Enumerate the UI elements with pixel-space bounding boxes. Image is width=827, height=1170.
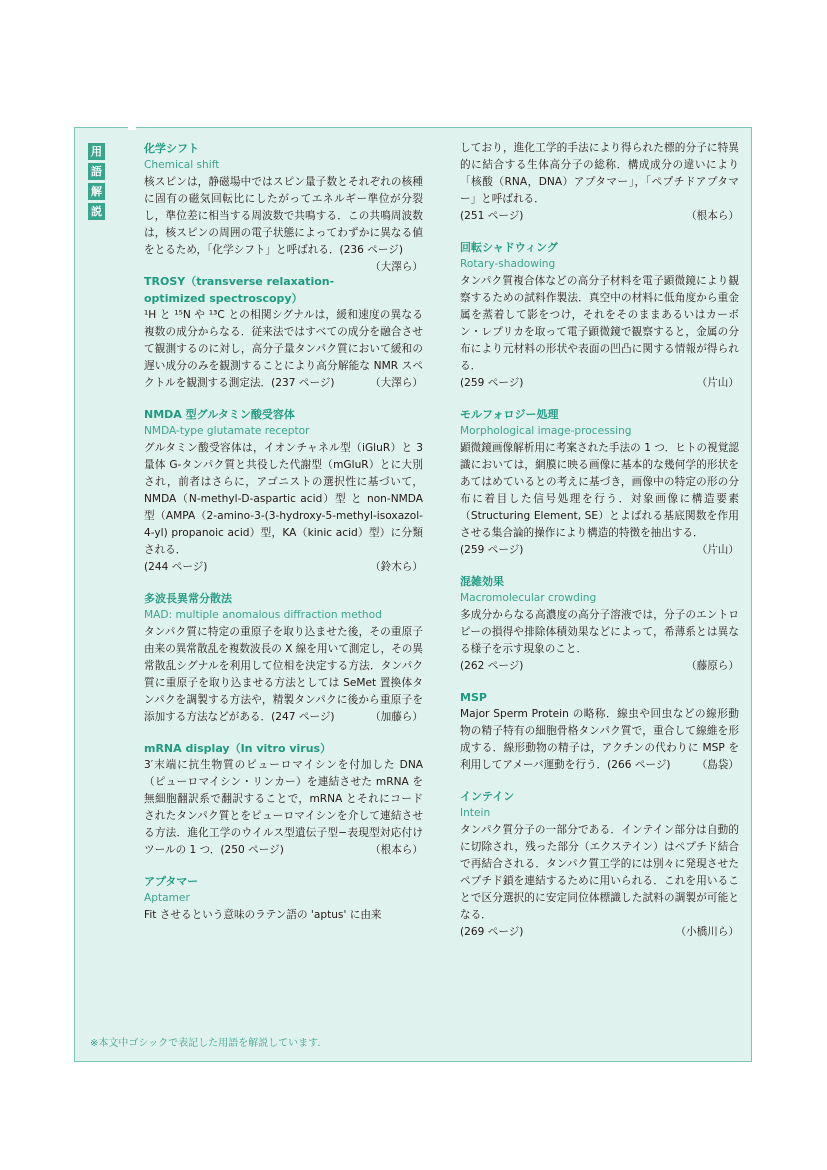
sidebar-char: 説: [88, 203, 105, 220]
entry-page: (251 ページ): [460, 210, 524, 222]
sidebar-char: 用: [88, 143, 105, 160]
glossary-entry: [144, 873, 423, 924]
entry-term: モルフォロジー処理: [460, 408, 559, 421]
entry-page: (269 ページ): [460, 926, 524, 938]
entry-term: NMDA 型グルタミン酸受容体: [144, 408, 295, 421]
entry-body: 顕微鏡画像解析用に考案された手法の 1 つ．ヒトの視覚認識においては，網膜に映る画像に基本的な幾何学的形状をあてはめているとの考えに基づき，画像中の特定の形の分布に着目した信号処理を行う．対象画像に構造要素（Structuring Element, SE）とよばれる基底関数を作用させる集合論的操作により構造的特徴を抽出する．: [460, 442, 739, 539]
entry-term: 回転シャドウィング: [460, 241, 558, 254]
entry-body: ¹H と ¹⁵N や ¹³C との相関シグナルは，緩和速度の異なる複数の成分からなる．従来法ではすべての成分を融合させて観測するのに対し，高分子量タンパク質において緩和の遅い成分のみを観測することにより高分解能な NMR スペクトルを観測する測定法．(237 ページ) （大澤ら）: [144, 307, 423, 392]
glossary-entry: [460, 689, 739, 774]
entry-body: 多成分からなる高濃度の高分子溶液では，分子のエントロピーの損得や排除体積効果などによって，希薄系とは異なる様子を示す現象のこと．: [460, 609, 739, 655]
entry-english: Macromolecular crowding: [460, 592, 597, 604]
entry-body: Major Sperm Protein の略称．線虫や回虫などの線形動物の精子特有の細胞骨格タンパク質で，重合して線維を形成する．線形動物の精子は，アクチンの代わりに MSP を利用してアメーバ運動を行う．(266 ページ) （島袋）: [460, 706, 739, 774]
entry-body: タンパク質分子の一部分である．インテイン部分は自動的に切除され，残った部分（エクステイン）はペプチド結合で再結合される．タンパク質工学的には別々に発現させたペプチド鎖を連結するために用いられる．これを用いることで区分選択的に安定同位体標識した試料の調製が可能となる．: [460, 824, 739, 921]
sidebar-char: 語: [88, 163, 105, 180]
entry-author: （根本ら）: [370, 844, 423, 856]
entry-author: （島袋）: [696, 759, 739, 771]
left-column: [144, 140, 423, 938]
glossary-entry: [460, 239, 739, 392]
footnote: ※本文中ゴシックで表記した用語を解説しています．: [90, 1038, 328, 1049]
entry-english: Intein: [460, 807, 491, 819]
entry-english: Chemical shift: [144, 159, 220, 171]
glossary-entry: [144, 140, 423, 273]
glossary-entry: [460, 406, 739, 559]
entry-author: （大澤ら）: [370, 261, 423, 273]
entry-body: 核スピンは，静磁場中ではスピン量子数とそれぞれの核種に固有の磁気回転比にしたがってエネルギー準位が分裂し，準位差に相当する周波数で共鳴する．この共鳴周波数は，核スピンの周囲の電子状態によってわずかに異なる値をとるため，「化学シフト」と呼ばれる．(236 ページ) （大澤ら）: [144, 174, 423, 259]
entry-term: アプタマー: [144, 875, 199, 888]
entry-page: (259 ページ): [460, 377, 524, 389]
entry-author: （大澤ら）: [370, 377, 423, 389]
entry-english: NMDA-type glutamate receptor: [144, 425, 310, 437]
glossary-entry: [144, 590, 423, 726]
sidebar-label: [88, 143, 105, 223]
entry-english: Morphological image-processing: [460, 425, 632, 437]
entry-author: （片山）: [696, 544, 739, 556]
entry-body: Fit させるという意味のラテン語の 'aptus' に由来: [144, 909, 382, 921]
entry-author: （加藤ら）: [370, 711, 423, 723]
glossary-entry: [460, 788, 739, 941]
entry-page: (259 ページ): [460, 544, 524, 556]
entry-author: （藤原ら）: [686, 660, 739, 672]
entry-author: （片山）: [696, 377, 739, 389]
entry-author: （小橋川ら）: [675, 926, 739, 938]
entry-english: Aptamer: [144, 892, 190, 904]
entry-author: （鈴木ら）: [370, 561, 423, 573]
entry-term: 化学シフト: [144, 142, 199, 155]
entry-term: TROSY（transverse relaxation-optimized spectroscopy）: [144, 275, 335, 305]
entry-page: (244 ページ): [144, 561, 208, 573]
aptamer-continuation: [460, 140, 739, 225]
entry-term: インテイン: [460, 790, 515, 803]
glossary-entry: [144, 406, 423, 576]
entry-author: （根本ら）: [686, 210, 739, 222]
glossary-entry: [460, 573, 739, 675]
entry-body: タンパク質複合体などの高分子材料を電子顕微鏡により観察するための試料作製法．真空中の材料に低角度から重金属を蒸着して影をつけ，それをそのままあるいはカーボン・レプリカを取って電子顕微鏡で観察すると，金属の分布により元材料の形状や表面の凹凸に関する情報が得られる．: [460, 275, 739, 372]
entry-page: (262 ページ): [460, 660, 524, 672]
entry-english: Rotary-shadowing: [460, 258, 556, 270]
sidebar-char: 解: [88, 183, 105, 200]
entry-body: 3′末端に抗生物質のピューロマイシンを付加した DNA（ピューロマイシン・リンカー）を連結させた mRNA を無細胞翻訳系で翻訳することで，mRNA とそれにコードされたタンパク質とをピューロマイシンを介して連結させる方法．進化工学のウイルス型遺伝子型−表現型対応付けツールの 1 つ．(250 ページ) （根本ら）: [144, 757, 423, 859]
entry-term: MSP: [460, 691, 487, 704]
glossary-entry: [144, 740, 423, 859]
entry-body: タンパク質に特定の重原子を取り込ませた後，その重原子由来の異常散乱を複数波長の X 線を用いて測定し，その異常散乱シグナルを利用して位相を決定する方法．タンパク質に重原子を取り込ませる方法としては SeMet 置換体タンパクを調製する方法や，精製タンパクに後から重原子を添加する方法などがある．(247 ページ) （加藤ら）: [144, 624, 423, 726]
entry-english: MAD: multiple anomalous diffraction method: [144, 609, 382, 621]
right-column: [460, 140, 739, 955]
entry-term: mRNA display（In vitro virus）: [144, 742, 332, 755]
entry-body: グルタミン酸受容体は，イオンチャネル型（iGluR）と 3 量体 G-タンパク質と共役した代謝型（mGluR）とに大別され，前者はさらに，アゴニストの選択性に基づいて，NMDA（N-methyl-D-aspartic acid）型 と non-NMDA 型（AMPA（2-amino-3-(3-hydroxy-5-methyl-isoxazol-4-yl) propanoic acid）型，KA（kinic acid）型）に分類される．: [144, 442, 423, 556]
entry-term: 多波長異常分散法: [144, 592, 232, 605]
entry-term: 混雑効果: [460, 575, 504, 588]
panel-notch: [128, 124, 136, 130]
glossary-entry: [144, 273, 423, 392]
entry-body: しており，進化工学的手法により得られた標的分子に特異的に結合する生体高分子の総称．構成成分の違いにより「核酸（RNA，DNA）アプタマー」，「ペプチドアプタマー」と呼ばれる．: [460, 142, 739, 205]
